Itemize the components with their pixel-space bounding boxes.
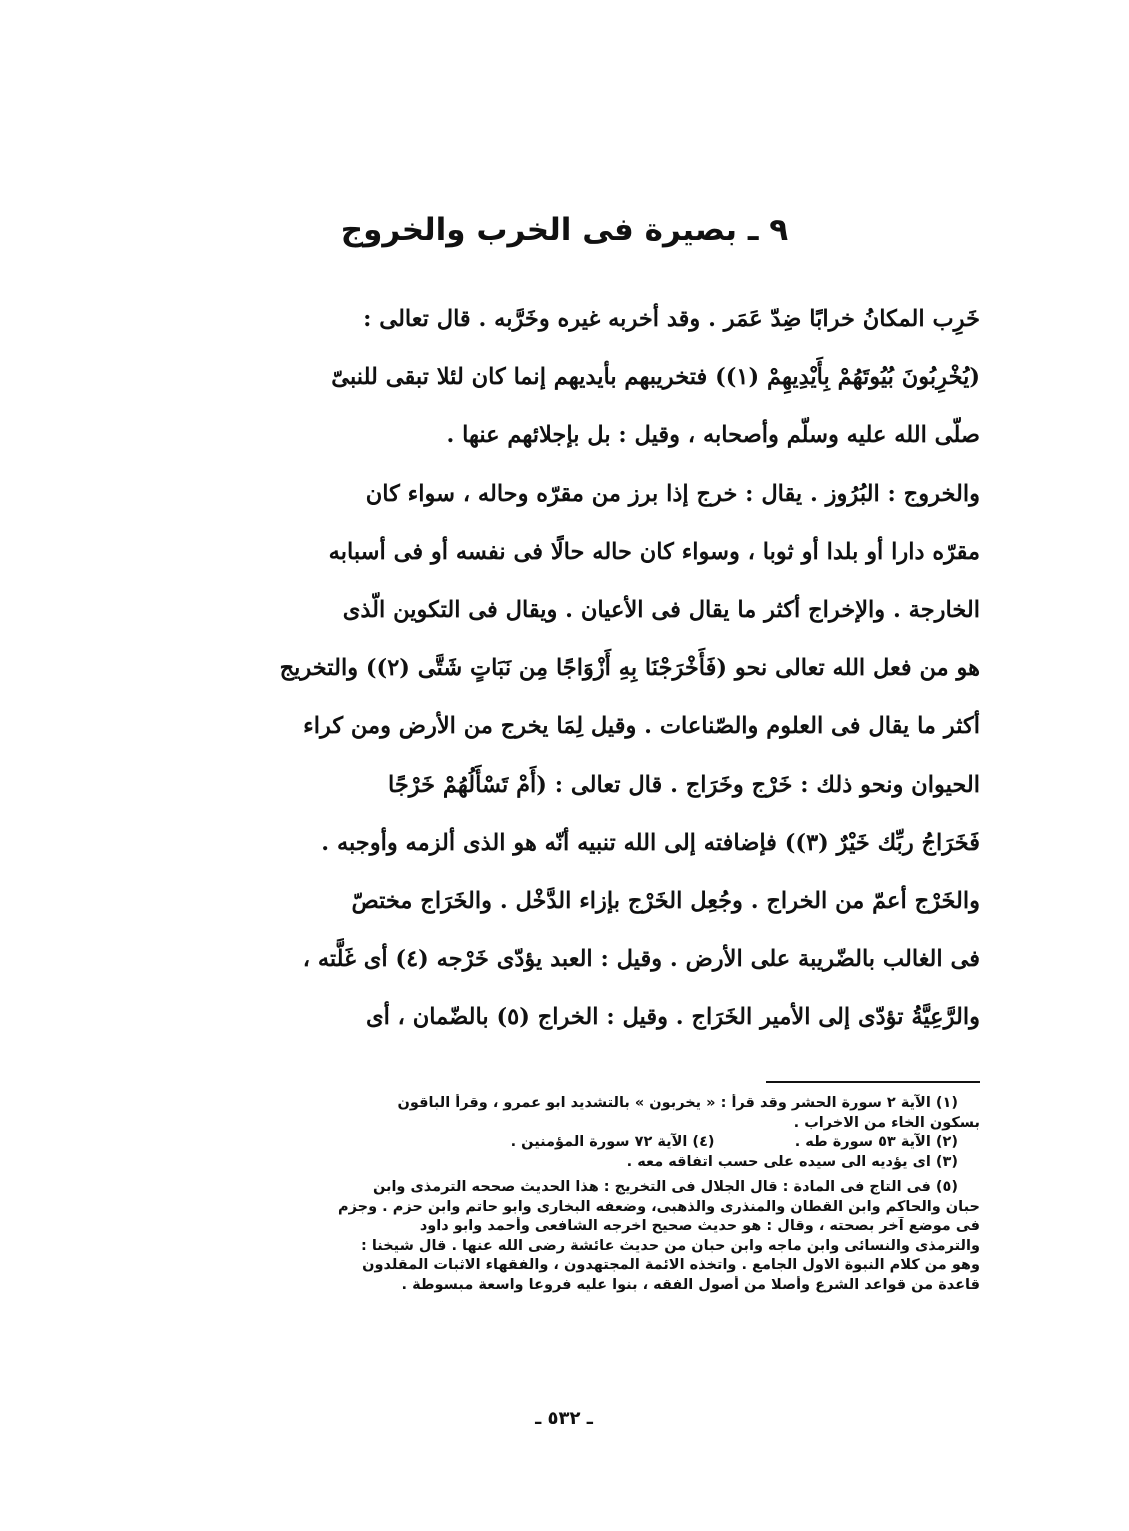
body-line: الحيوان ونحو ذلك : خَرْج وخَرَاج . قال تعالى : (أَمْ تَسْأَلُهُمْ خَرْجًا: [387, 771, 980, 798]
body-line: (يُخْرِبُونَ بُيُوتَهُمْ بِأَيْدِيهِمْ (١)) فتخريبهم بأيديهم إنما كان لئلا تبقى للنبىّ: [331, 364, 980, 391]
footnote-5-continued: وهو من كلام النبوة الاول الجامع . واتخذه الائمة المجتهدون ، والفقهاء الاثبات المقلدون: [362, 1257, 980, 1273]
footnote-4: (٤) الآية ٧٢ سورة المؤمنين .: [510, 1134, 715, 1150]
footnotes: [118, 1094, 980, 1295]
body-line: والخروج : البُرُوز . يقال : خرج إذا برز من مقرّه وحاله ، سواء كان: [365, 480, 980, 507]
body-line: الخارجة . والإخراج أكثر ما يقال فى الأعيان . ويقال فى التكوين الّذى: [342, 596, 980, 623]
body-line: فَخَرَاجُ ربِّك خَيْرٌ (٣)) فإضافته إلى الله تنبيه أنّه هو الذى ألزمه وأوجبه .: [321, 829, 980, 856]
footnote-3: (٣) اى يؤديه الى سيده على حسب اتفاقه معه .: [626, 1153, 958, 1170]
footnote-5-continued: حبان والحاكم وابن القطان والمنذرى والذهبى، وضعفه البخارى وابو حاتم وابن حزم . وجزم: [338, 1198, 980, 1215]
body-line: فى الغالب بالضّريبة على الأرض . وقيل : العبد يؤدّى خَرْجه (٤) أى غَلَّته ،: [302, 946, 980, 973]
body-text: [118, 290, 980, 1046]
page-number: ـ ٥٣٢ ـ: [535, 1408, 593, 1429]
body-line: أكثر ما يقال فى العلوم والصّناعات . وقيل لِمَا يخرج من الأرض ومن كراء: [303, 713, 980, 740]
body-line: والخَرْج أعمّ من الخراج . وجُعِل الخَرْج بإزاء الدَّخْل . والخَرَاج مختصّ: [351, 887, 980, 914]
footnote-1-continued: بسكون الخاء من الاخراب .: [793, 1114, 980, 1131]
body-line: هو من فعل الله تعالى نحو (فَأَخْرَجْنَا بِهِ أَزْوَاجًا مِن نَبَاتٍ شَتَّى (٢)) والتخريج: [279, 655, 980, 682]
section-heading: ٩ ـ بصيرة فى الخرب والخروج: [340, 212, 789, 248]
footnote-1: (١) الآية ٢ سورة الحشر وقد قرأ : « يخربون » بالتشديد ابو عمرو ، وقرأ الباقون: [397, 1095, 958, 1111]
body-line: خَرِب المكانُ خرابًا ضِدّ عَمَر . وقد أخربه غيره وخَرَّبه . قال تعالى :: [363, 306, 980, 332]
body-line: صلّى الله عليه وسلّم وأصحابه ، وقيل : بل بإجلائهم عنها .: [446, 422, 980, 449]
footnote-separator: [766, 1081, 980, 1083]
body-line: والرَّعِيَّةُ تؤدّى إلى الأمير الخَرَاج . وقيل : الخراج (٥) بالضّمان ، أى: [365, 1004, 980, 1031]
footnote-5: (٥) فى التاج فى المادة : قال الجلال فى التخريج : هذا الحديث صححه الترمذى وابن: [372, 1179, 958, 1195]
footnote-5-continued: والترمذى والنسائى وابن ماجه وابن حبان من حديث عائشة رضى الله عنها . قال شيخنا :: [360, 1237, 980, 1254]
footnote-5-continued: فى موضع آخر بصحته ، وقال : هو حديث صحيح اخرجه الشافعى وأحمد وابو داود: [419, 1218, 980, 1234]
body-line: مقرّه دارا أو بلدا أو ثوبا ، وسواء كان حاله حالًا فى نفسه أو فى أسبابه: [328, 538, 980, 565]
footnote-2: (٢) الآية ٥٣ سورة طه .: [794, 1134, 958, 1150]
footnote-5-continued: قاعدة من قواعد الشرع وأصلا من أصول الفقه ، بنوا عليه فروعا واسعة مبسوطة .: [401, 1276, 980, 1293]
footnote-2-and-4-row: [118, 1133, 980, 1153]
